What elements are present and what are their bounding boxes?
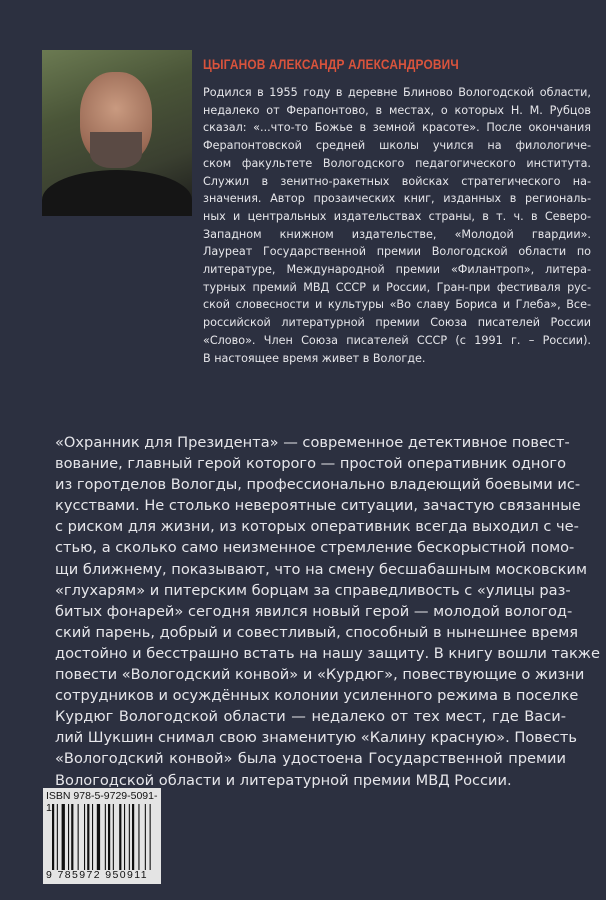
text-line: «Слово». Член Союза писателей СССР (с 1991 г. – России). xyxy=(203,333,591,347)
text-line: значения. Автор прозаических книг, изданных в региональ- xyxy=(203,192,591,206)
barcode-bar xyxy=(150,804,151,870)
text-line: Курдюг Вологодской области — недалеко от тех мест, где Васи- xyxy=(55,708,566,726)
text-line: ской словесности и культуры «Во славу Бориса и Глеба», Все- xyxy=(203,298,591,312)
barcode-bar xyxy=(62,804,65,870)
book-annotation xyxy=(55,432,600,791)
text-line: литературе, Международной премии «Филантроп», литера- xyxy=(203,263,591,277)
text-line: Вологодской области и литературной премии МВД России. xyxy=(55,771,512,789)
barcode-bar xyxy=(84,804,85,870)
text-line: с риском для жизни, из которых оперативник всегда выходил с че- xyxy=(55,518,579,536)
barcode-bar xyxy=(113,804,114,870)
barcode-bar xyxy=(92,804,93,870)
text-line: В настоящее время живет в Вологде. xyxy=(203,351,426,365)
text-line: достойно и бесстрашно встать на нашу защиту. В книгу вошли также xyxy=(55,644,600,662)
barcode-bar xyxy=(97,804,100,870)
barcode-bar xyxy=(132,804,134,870)
text-line: стью, а сколько само неизменное стремление бескорыстной помо- xyxy=(55,539,575,557)
author-bio xyxy=(203,84,591,367)
barcode-bar xyxy=(108,804,110,870)
text-line: «Охранник для Президента» — современное детективное повест- xyxy=(55,434,570,451)
text-line: Служил в зенитно-ракетных войсках стратегического на- xyxy=(203,174,591,188)
text-line: Родился в 1955 году в деревне Блиново Вологодской области, xyxy=(203,86,591,99)
text-line: щи ближнему, показывают, что на смену бесшабашным московским xyxy=(55,560,587,578)
author-photo xyxy=(42,50,192,216)
text-line: лий Шукшин снимал свою знаменитую «Калину красную». Повесть xyxy=(55,729,577,747)
text-line: ском факультете Вологодского педагогического института. xyxy=(203,156,591,170)
text-line: повести «Вологодский конвой» и «Курдюг», повествующие о жизни xyxy=(55,666,585,684)
barcode-bar xyxy=(52,804,54,870)
barcode-bar xyxy=(87,804,89,870)
text-line: вование, главный герой которого — простой оперативник одного xyxy=(55,455,566,473)
text-line: из горотделов Вологды, профессионально владеющий боевыми ис- xyxy=(55,476,581,494)
barcode-icon xyxy=(52,804,152,870)
barcode-bar xyxy=(138,804,139,870)
text-line: битых фонарей» сегодня явился новый герой — молодой вологод- xyxy=(55,602,573,620)
text-line: недалеко от Ферапонтово, в местах, о которых Н. М. Рубцов xyxy=(203,103,591,117)
text-line: «Вологодский конвой» была удостоена Государственной премии xyxy=(55,750,566,768)
barcode-bar xyxy=(68,804,69,870)
text-line: сотрудников и осуждённых колонии усиленного режима в поселке xyxy=(55,687,579,705)
text-line: Лауреат Государственной премии Вологодской области по xyxy=(203,245,591,259)
barcode-bar xyxy=(124,804,125,870)
barcode-bar xyxy=(71,804,73,870)
text-line: «глухарям» и питерским борцам за справедливость с «улицы раз- xyxy=(55,581,571,599)
text-line: сказал: «...что-то Божье в земной красоте». После окончания xyxy=(203,121,591,135)
barcode-bar xyxy=(78,804,79,870)
text-line: российской литературной премии Союза писателей России xyxy=(203,316,591,330)
barcode-bar xyxy=(105,804,106,870)
text-line: турных премий МВД СССР и России, Гран-при фестиваля рус- xyxy=(203,280,591,294)
isbn-label: ISBN 978-5-9729-5091-1 xyxy=(46,790,158,814)
text-line: ных и центральных издательствах страны, в т. ч. в Северо- xyxy=(203,209,591,223)
barcode-bar xyxy=(129,804,130,870)
barcode-bar xyxy=(57,804,58,870)
text-line: Ферапонтовской средней школы учился на филологиче- xyxy=(203,139,591,153)
isbn-digits: 9 785972 950911 xyxy=(46,869,148,881)
text-line: кусствами. Не столько невероятные ситуации, зачастую связанные xyxy=(55,497,581,515)
barcode-bar xyxy=(145,804,146,870)
text-line: ский парень, добрый и совестливый, способный в нынешнее время xyxy=(55,623,578,641)
text-line: Западном книжном издательстве, «Молодой гвардии». xyxy=(203,227,591,241)
barcode-bar xyxy=(119,804,121,870)
isbn-barcode xyxy=(43,788,161,884)
author-name: ЦЫГАНОВ АЛЕКСАНДР АЛЕКСАНДРОВИЧ xyxy=(203,56,459,72)
